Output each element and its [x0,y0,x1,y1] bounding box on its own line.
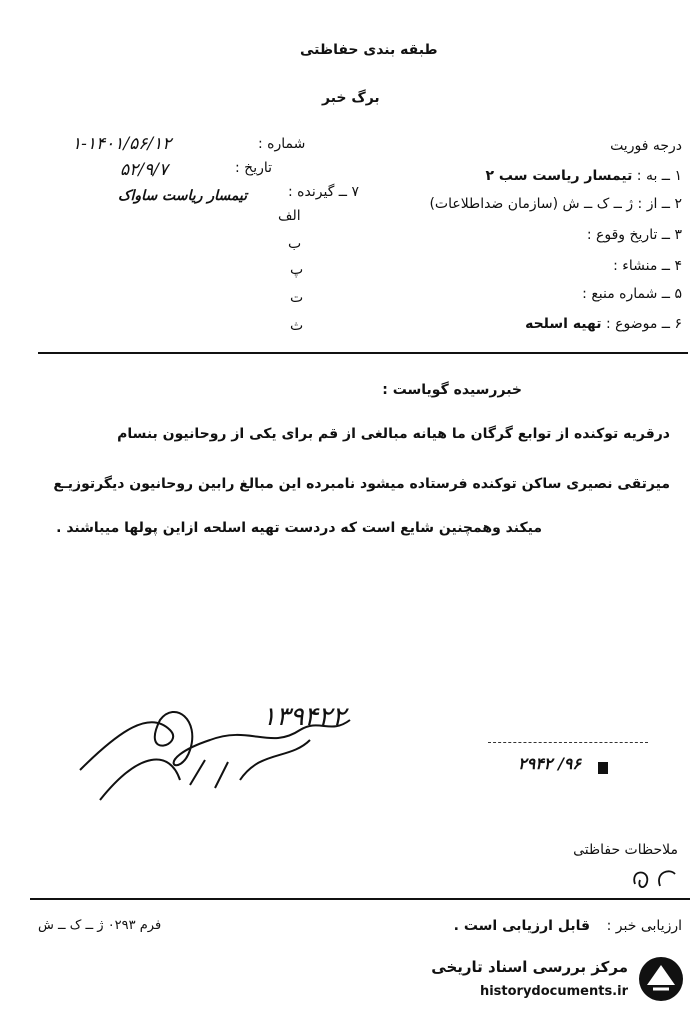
field-to-label: ۱ ــ به : [636,168,682,184]
body-line: درقریه توکنده از توابع گرگان ما هیانه مبالغی از قم برای یکی از روحانیون بنسام [117,426,670,442]
priority-label: درجه فوریت [610,138,682,154]
form-title: برگ خبر [322,90,380,106]
watermark-org-name: مرکز بررسی اسناد تاریخی [431,958,628,976]
classification-heading: طبقه بندی حفاظتی [300,42,438,58]
field-from [429,196,682,212]
field-source-number-label: ۵ ــ شماره منبع : [582,286,682,302]
number-value: ۱-۱۴۰۱/۵۶/۱۲ [72,134,172,154]
recipient-item: ب [288,236,302,252]
field-subject-label: ۶ ــ موضوع : [605,316,682,332]
field-to [485,168,682,184]
recipients-label: ۷ ــ گیرنده : [288,184,359,200]
evaluation-label: ارزیابی خبر : [606,918,682,934]
field-to-value: تیمسار ریاست سب ۲ [485,168,633,184]
stamp-line [488,742,648,743]
field-origin-label: ۴ ــ منشاء : [613,258,682,274]
archive-logo-icon [637,955,685,1003]
evaluation-value: قابل ارزیابی است . [453,918,590,934]
recipient-item: ت [290,290,304,306]
recipients-value: تیمسار ریاست ساواک [118,188,248,204]
footer-divider [30,898,690,900]
stamp-number: ۲۹۴۲ /۹۶ [518,754,581,773]
field-subject-value: تهیه اسلحه [525,316,602,332]
stamp-mark [598,762,608,774]
body-line: میکند وهمچنین شایع است که دردست تهیه اسلحه ازاین پولها میباشند . [56,520,542,536]
remarks-label: ملاحظات حفاظتی [573,842,678,858]
header-divider [38,352,688,354]
field-event-date-label: ۳ ــ تاریخ وقوع : [586,227,682,243]
date-value: ۵۲/۹/۷ [120,160,168,180]
number-label: شماره : [258,136,306,152]
recipient-item: پ [290,262,304,278]
field-from-value: (سازمان ضداطلاعات) [429,196,559,212]
date-label: تاریخ : [235,160,273,176]
remarks-initials [625,864,685,894]
body-salutation: خبررسیده گویاست : [382,382,522,398]
field-origin [613,258,682,274]
recipient-item: ث [290,318,304,334]
field-event-date [587,227,682,243]
recipient-item: الف [278,208,301,224]
watermark-site: historydocuments.ir [479,984,628,999]
body-line: میرتقی نصیری ساکن توکنده فرستاده میشود نامبرده این مبالغ رابین روحانیون دیگرتوزیـع [53,476,670,492]
field-from-label: ۲ ــ از : ژ ــ ک ــ ش [562,196,682,212]
signature-scribble [60,690,390,810]
field-source-number [582,286,682,302]
handwritten-number: ۱۳۹۴۲۲ [262,702,346,732]
field-subject [525,316,682,332]
form-number: فرم ۰۲۹۳ ژ ــ ک ــ ش [38,918,162,933]
